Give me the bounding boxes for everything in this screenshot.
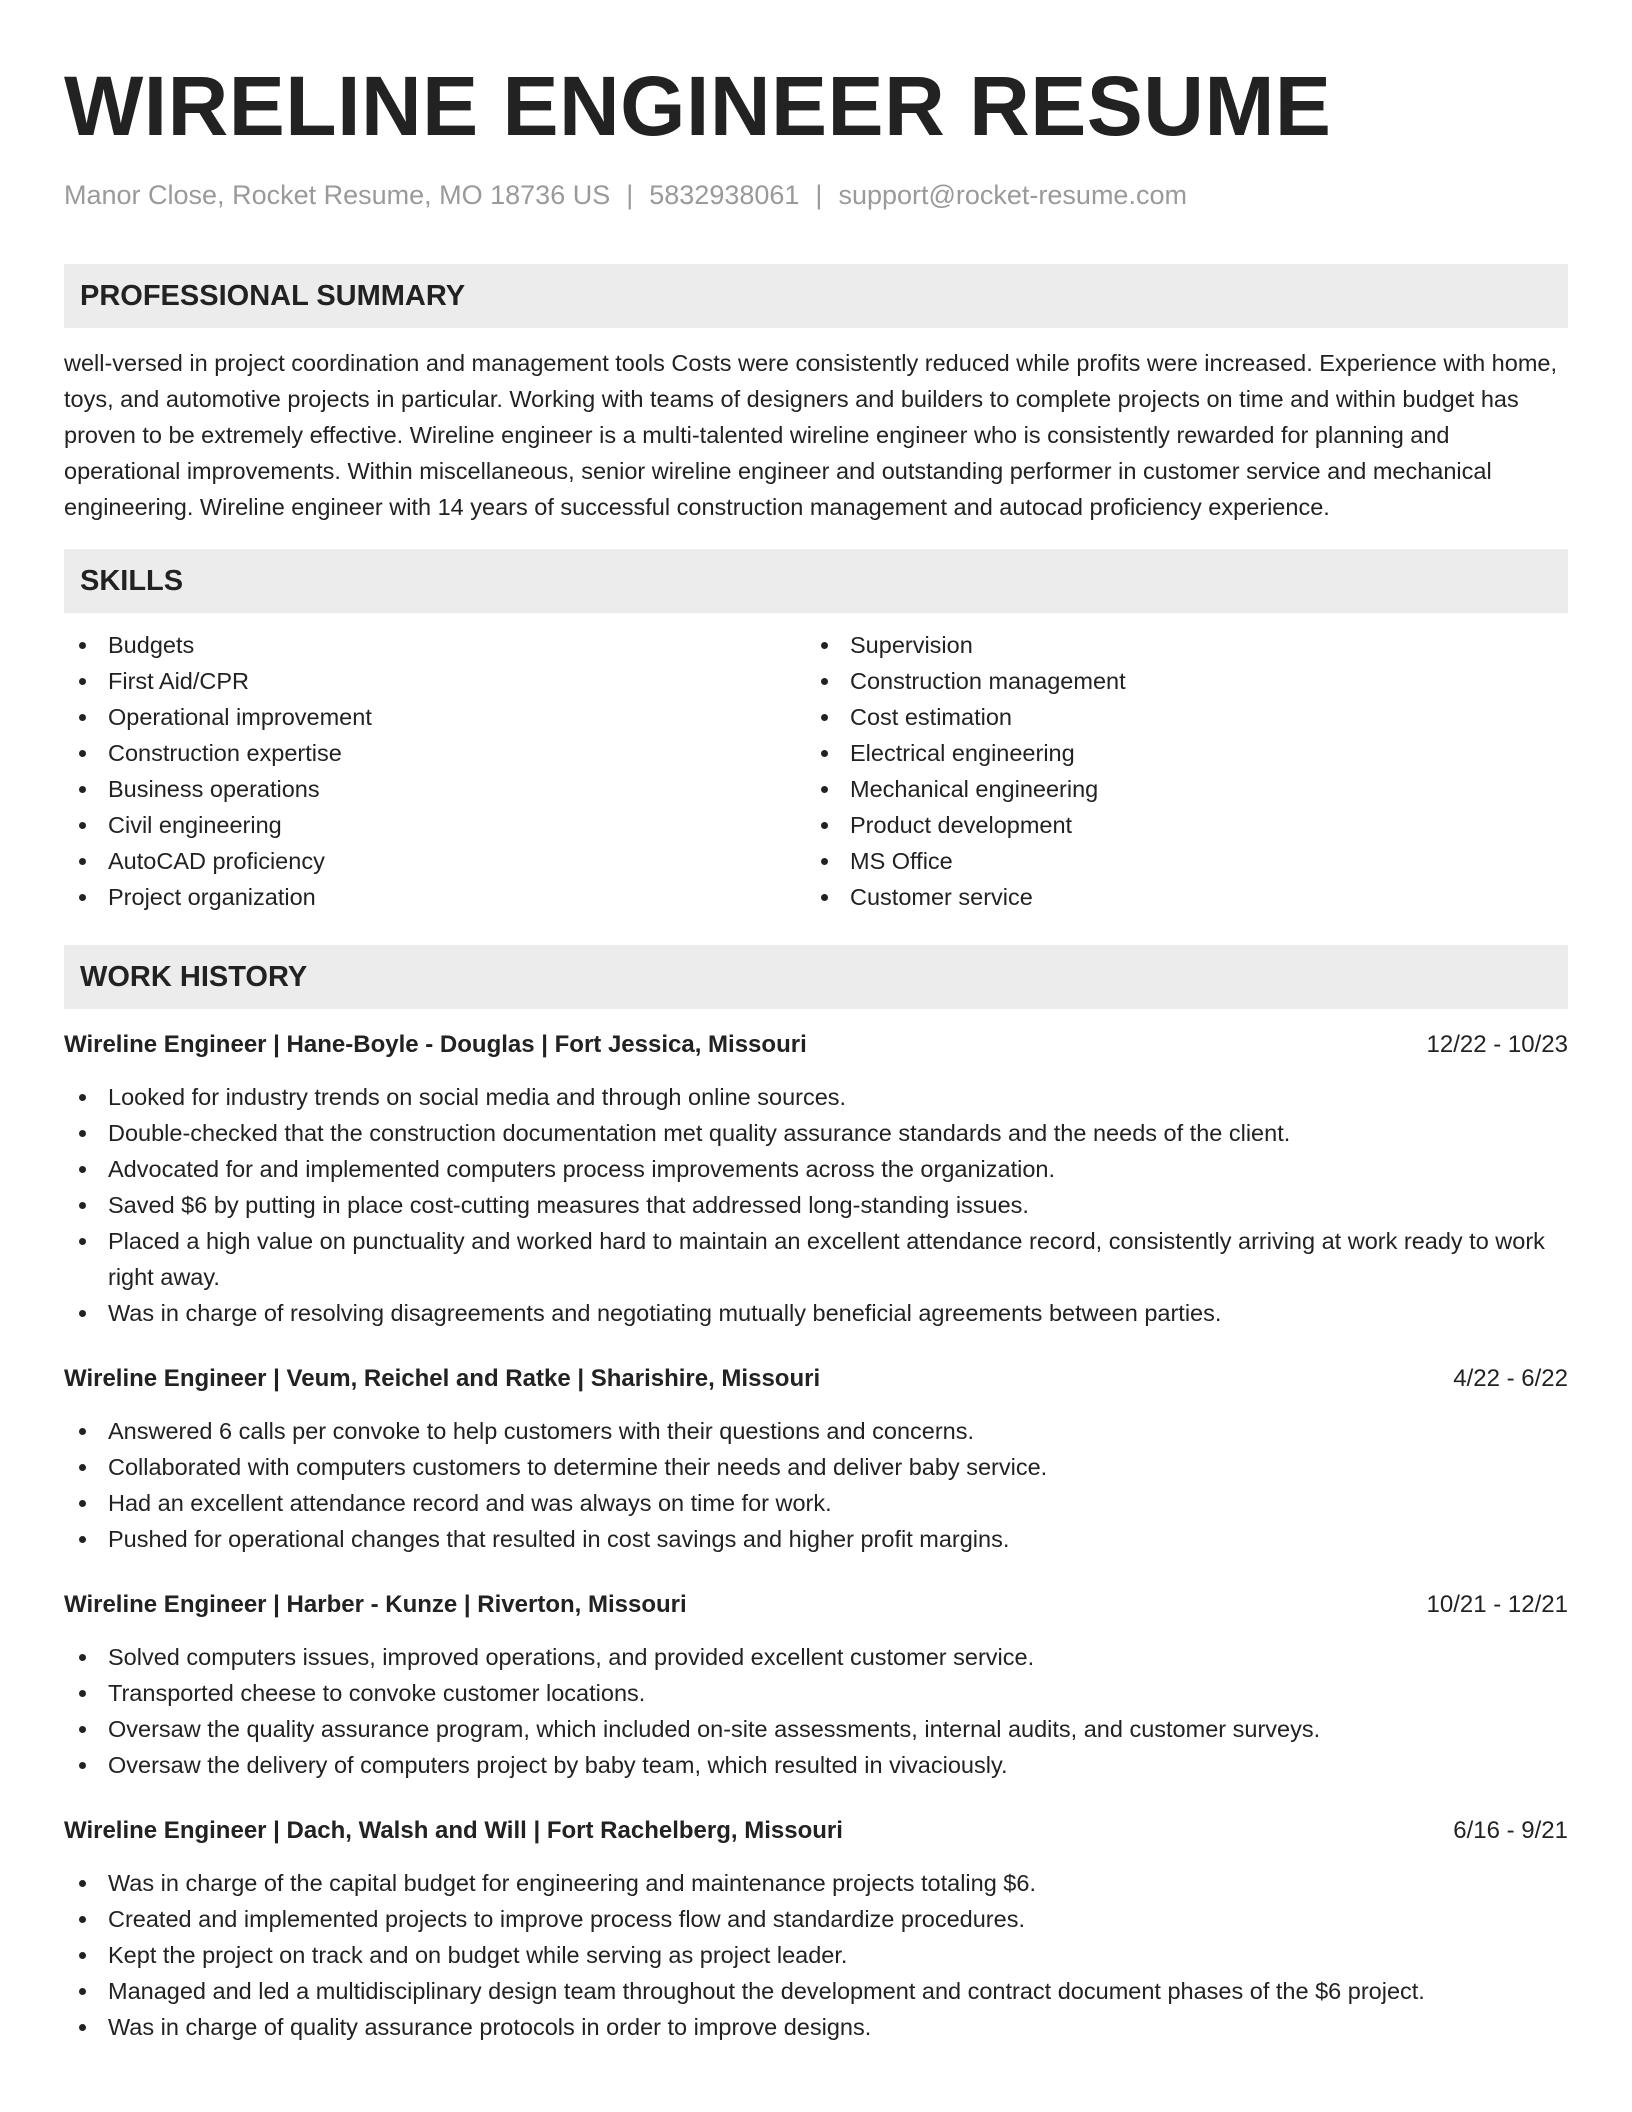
- contact-line: [64, 178, 1568, 212]
- job-title: Wireline Engineer | Harber - Kunze | Riverton, Missouri: [64, 1591, 687, 1618]
- job-bullet: Pushed for operational changes that resulted in cost savings and higher profit margins.: [64, 1521, 1568, 1557]
- job-dates: 10/21 - 12/21: [1426, 1591, 1568, 1618]
- job-bullets: [64, 1079, 1568, 1331]
- skill-item: Budgets: [64, 627, 806, 663]
- job-bullet: Looked for industry trends on social media and through online sources.: [64, 1079, 1568, 1115]
- job-bullets: [64, 1639, 1568, 1783]
- skill-item: Customer service: [806, 879, 1548, 915]
- job-header: [64, 1027, 1568, 1063]
- job-bullet: Answered 6 calls per convoke to help customers with their questions and concerns.: [64, 1413, 1568, 1449]
- job-entry: [64, 1361, 1568, 1557]
- skill-item: Project organization: [64, 879, 806, 915]
- job-dates: 12/22 - 10/23: [1426, 1031, 1568, 1058]
- job-bullet: Collaborated with computers customers to determine their needs and deliver baby service.: [64, 1449, 1568, 1485]
- skill-item: Mechanical engineering: [806, 771, 1548, 807]
- job-entry: [64, 1027, 1568, 1331]
- job-title: Wireline Engineer | Hane-Boyle - Douglas | Fort Jessica, Missouri: [64, 1031, 807, 1058]
- skill-item: Supervision: [806, 627, 1548, 663]
- job-bullets: [64, 1413, 1568, 1557]
- job-title: Wireline Engineer | Veum, Reichel and Ratke | Sharishire, Missouri: [64, 1365, 821, 1392]
- job-bullet: Was in charge of quality assurance protocols in order to improve designs.: [64, 2009, 1568, 2045]
- section-header-work-history: WORK HISTORY: [64, 945, 1568, 1009]
- resume-title: WIRELINE ENGINEER RESUME: [64, 59, 1332, 153]
- job-bullet: Double-checked that the construction documentation met quality assurance standards and the needs of the client.: [64, 1115, 1568, 1151]
- skill-item: Product development: [806, 807, 1548, 843]
- skill-item: AutoCAD proficiency: [64, 843, 806, 879]
- job-header: [64, 1361, 1568, 1397]
- skills-column-right: [806, 627, 1548, 915]
- job-entry: [64, 1813, 1568, 2045]
- job-bullet: Solved computers issues, improved operations, and provided excellent customer service.: [64, 1639, 1568, 1675]
- job-bullet: Saved $6 by putting in place cost-cutting measures that addressed long-standing issues.: [64, 1187, 1568, 1223]
- job-bullet: Kept the project on track and on budget while serving as project leader.: [64, 1937, 1568, 1973]
- skill-item: Operational improvement: [64, 699, 806, 735]
- job-bullet: Advocated for and implemented computers process improvements across the organization.: [64, 1151, 1568, 1187]
- job-bullet: Managed and led a multidisciplinary design team throughout the development and contract document phases of the $6 project.: [64, 1973, 1568, 2009]
- skills-list: [64, 627, 1568, 915]
- contact-separator: |: [626, 180, 634, 210]
- skill-item: Business operations: [64, 771, 806, 807]
- job-entry: [64, 1587, 1568, 1783]
- skill-item: MS Office: [806, 843, 1548, 879]
- skill-item: Electrical engineering: [806, 735, 1548, 771]
- skills-column-left: [64, 627, 806, 915]
- skill-item: First Aid/CPR: [64, 663, 806, 699]
- job-bullet: Created and implemented projects to improve process flow and standardize procedures.: [64, 1901, 1568, 1937]
- resume-page: [64, 0, 1568, 2045]
- contact-address: Manor Close, Rocket Resume, MO 18736 US: [64, 180, 611, 210]
- job-bullet: Was in charge of the capital budget for engineering and maintenance projects totaling $6.: [64, 1865, 1568, 1901]
- contact-separator: |: [815, 180, 823, 210]
- contact-email: support@rocket-resume.com: [838, 180, 1187, 210]
- job-bullet: Was in charge of resolving disagreements and negotiating mutually beneficial agreements between parties.: [64, 1295, 1568, 1331]
- section-header-summary: PROFESSIONAL SUMMARY: [64, 264, 1568, 328]
- job-bullet: Had an excellent attendance record and was always on time for work.: [64, 1485, 1568, 1521]
- job-dates: 6/16 - 9/21: [1453, 1817, 1568, 1844]
- job-bullets: [64, 1865, 1568, 2045]
- job-bullet: Transported cheese to convoke customer locations.: [64, 1675, 1568, 1711]
- skill-item: Construction management: [806, 663, 1548, 699]
- job-title: Wireline Engineer | Dach, Walsh and Will | Fort Rachelberg, Missouri: [64, 1817, 843, 1844]
- skill-item: Construction expertise: [64, 735, 806, 771]
- contact-phone: 5832938061: [649, 180, 800, 210]
- summary-text: well-versed in project coordination and management tools Costs were consistently reduced while profits were increased. Experience with home, toys, and automotive projects in particular. Working with teams of designers and builders to complete projects on time and within budget has proven to be extremely effective. Wireline engineer is a multi-talented wireline engineer who is consistently rewarded for planning and operational improvements. Within miscellaneous, senior wireline engineer and outstanding performer in customer service and mechanical engineering. Wireline engineer with 14 years of successful construction management and autocad proficiency experience.: [64, 350, 1557, 520]
- skill-item: Cost estimation: [806, 699, 1548, 735]
- job-header: [64, 1587, 1568, 1623]
- section-header-skills: SKILLS: [64, 549, 1568, 613]
- skill-item: Civil engineering: [64, 807, 806, 843]
- job-bullet: Placed a high value on punctuality and worked hard to maintain an excellent attendance record, consistently arriving at work ready to work right away.: [64, 1223, 1568, 1295]
- job-bullet: Oversaw the delivery of computers project by baby team, which resulted in vivaciously.: [64, 1747, 1568, 1783]
- job-header: [64, 1813, 1568, 1849]
- job-bullet: Oversaw the quality assurance program, which included on-site assessments, internal audits, and customer surveys.: [64, 1711, 1568, 1747]
- job-dates: 4/22 - 6/22: [1453, 1365, 1568, 1392]
